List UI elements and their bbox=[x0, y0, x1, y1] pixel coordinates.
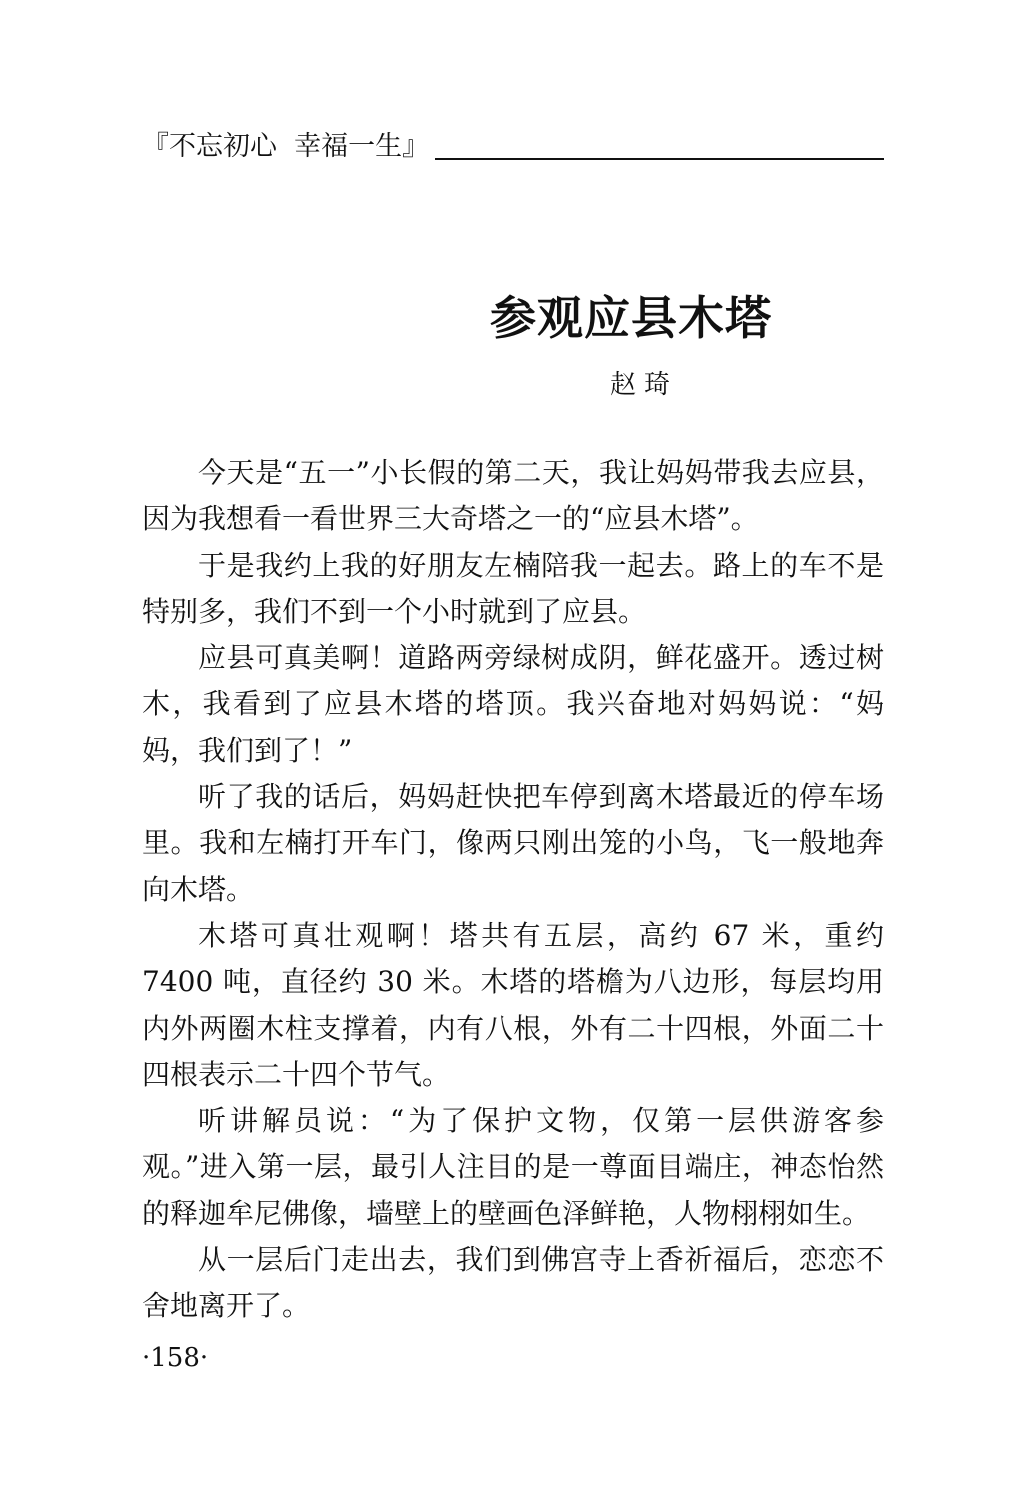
page-number: ·158· bbox=[142, 1343, 209, 1373]
article-title: 参观应县木塔 bbox=[490, 291, 772, 345]
running-header bbox=[142, 127, 884, 163]
header-rule bbox=[435, 158, 884, 160]
paragraph: 木塔可真壮观啊！塔共有五层，高约 67 米，重约 7400 吨，直径约 30 米。木塔的塔檐为八边形，每层均用内外两圈木柱支撑着，内有八根，外有二十四根，外面二十四根表示二十四个节气。 bbox=[142, 918, 884, 1091]
paragraph: 今天是“五一”小长假的第二天，我让妈妈带我去应县，因为我想看一看世界三大奇塔之一的“应县木塔”。 bbox=[142, 456, 884, 536]
article-author: 赵琦 bbox=[610, 370, 679, 400]
paragraph: 听了我的话后，妈妈赶快把车停到离木塔最近的停车场里。我和左楠打开车门，像两只刚出笼的小鸟，飞一般地奔向木塔。 bbox=[142, 780, 884, 906]
article-body bbox=[142, 450, 884, 1330]
paragraph: 听讲解员说：“为了保护文物，仅第一层供游客参观。”进入第一层，最引人注目的是一尊面目端庄，神态怡然的释迦牟尼佛像，墙壁上的壁画色泽鲜艳，人物栩栩如生。 bbox=[142, 1104, 884, 1230]
paragraph: 于是我约上我的好朋友左楠陪我一起去。路上的车不是特别多，我们不到一个小时就到了应县。 bbox=[142, 548, 884, 628]
series-title: 『不忘初心 幸福一生』 bbox=[142, 131, 430, 162]
paragraph: 从一层后门走出去，我们到佛宫寺上香祈福后，恋恋不舍地离开了。 bbox=[142, 1243, 884, 1323]
paragraph: 应县可真美啊！道路两旁绿树成阴，鲜花盛开。透过树木，我看到了应县木塔的塔顶。我兴奋地对妈妈说：“妈妈，我们到了！” bbox=[142, 641, 884, 767]
